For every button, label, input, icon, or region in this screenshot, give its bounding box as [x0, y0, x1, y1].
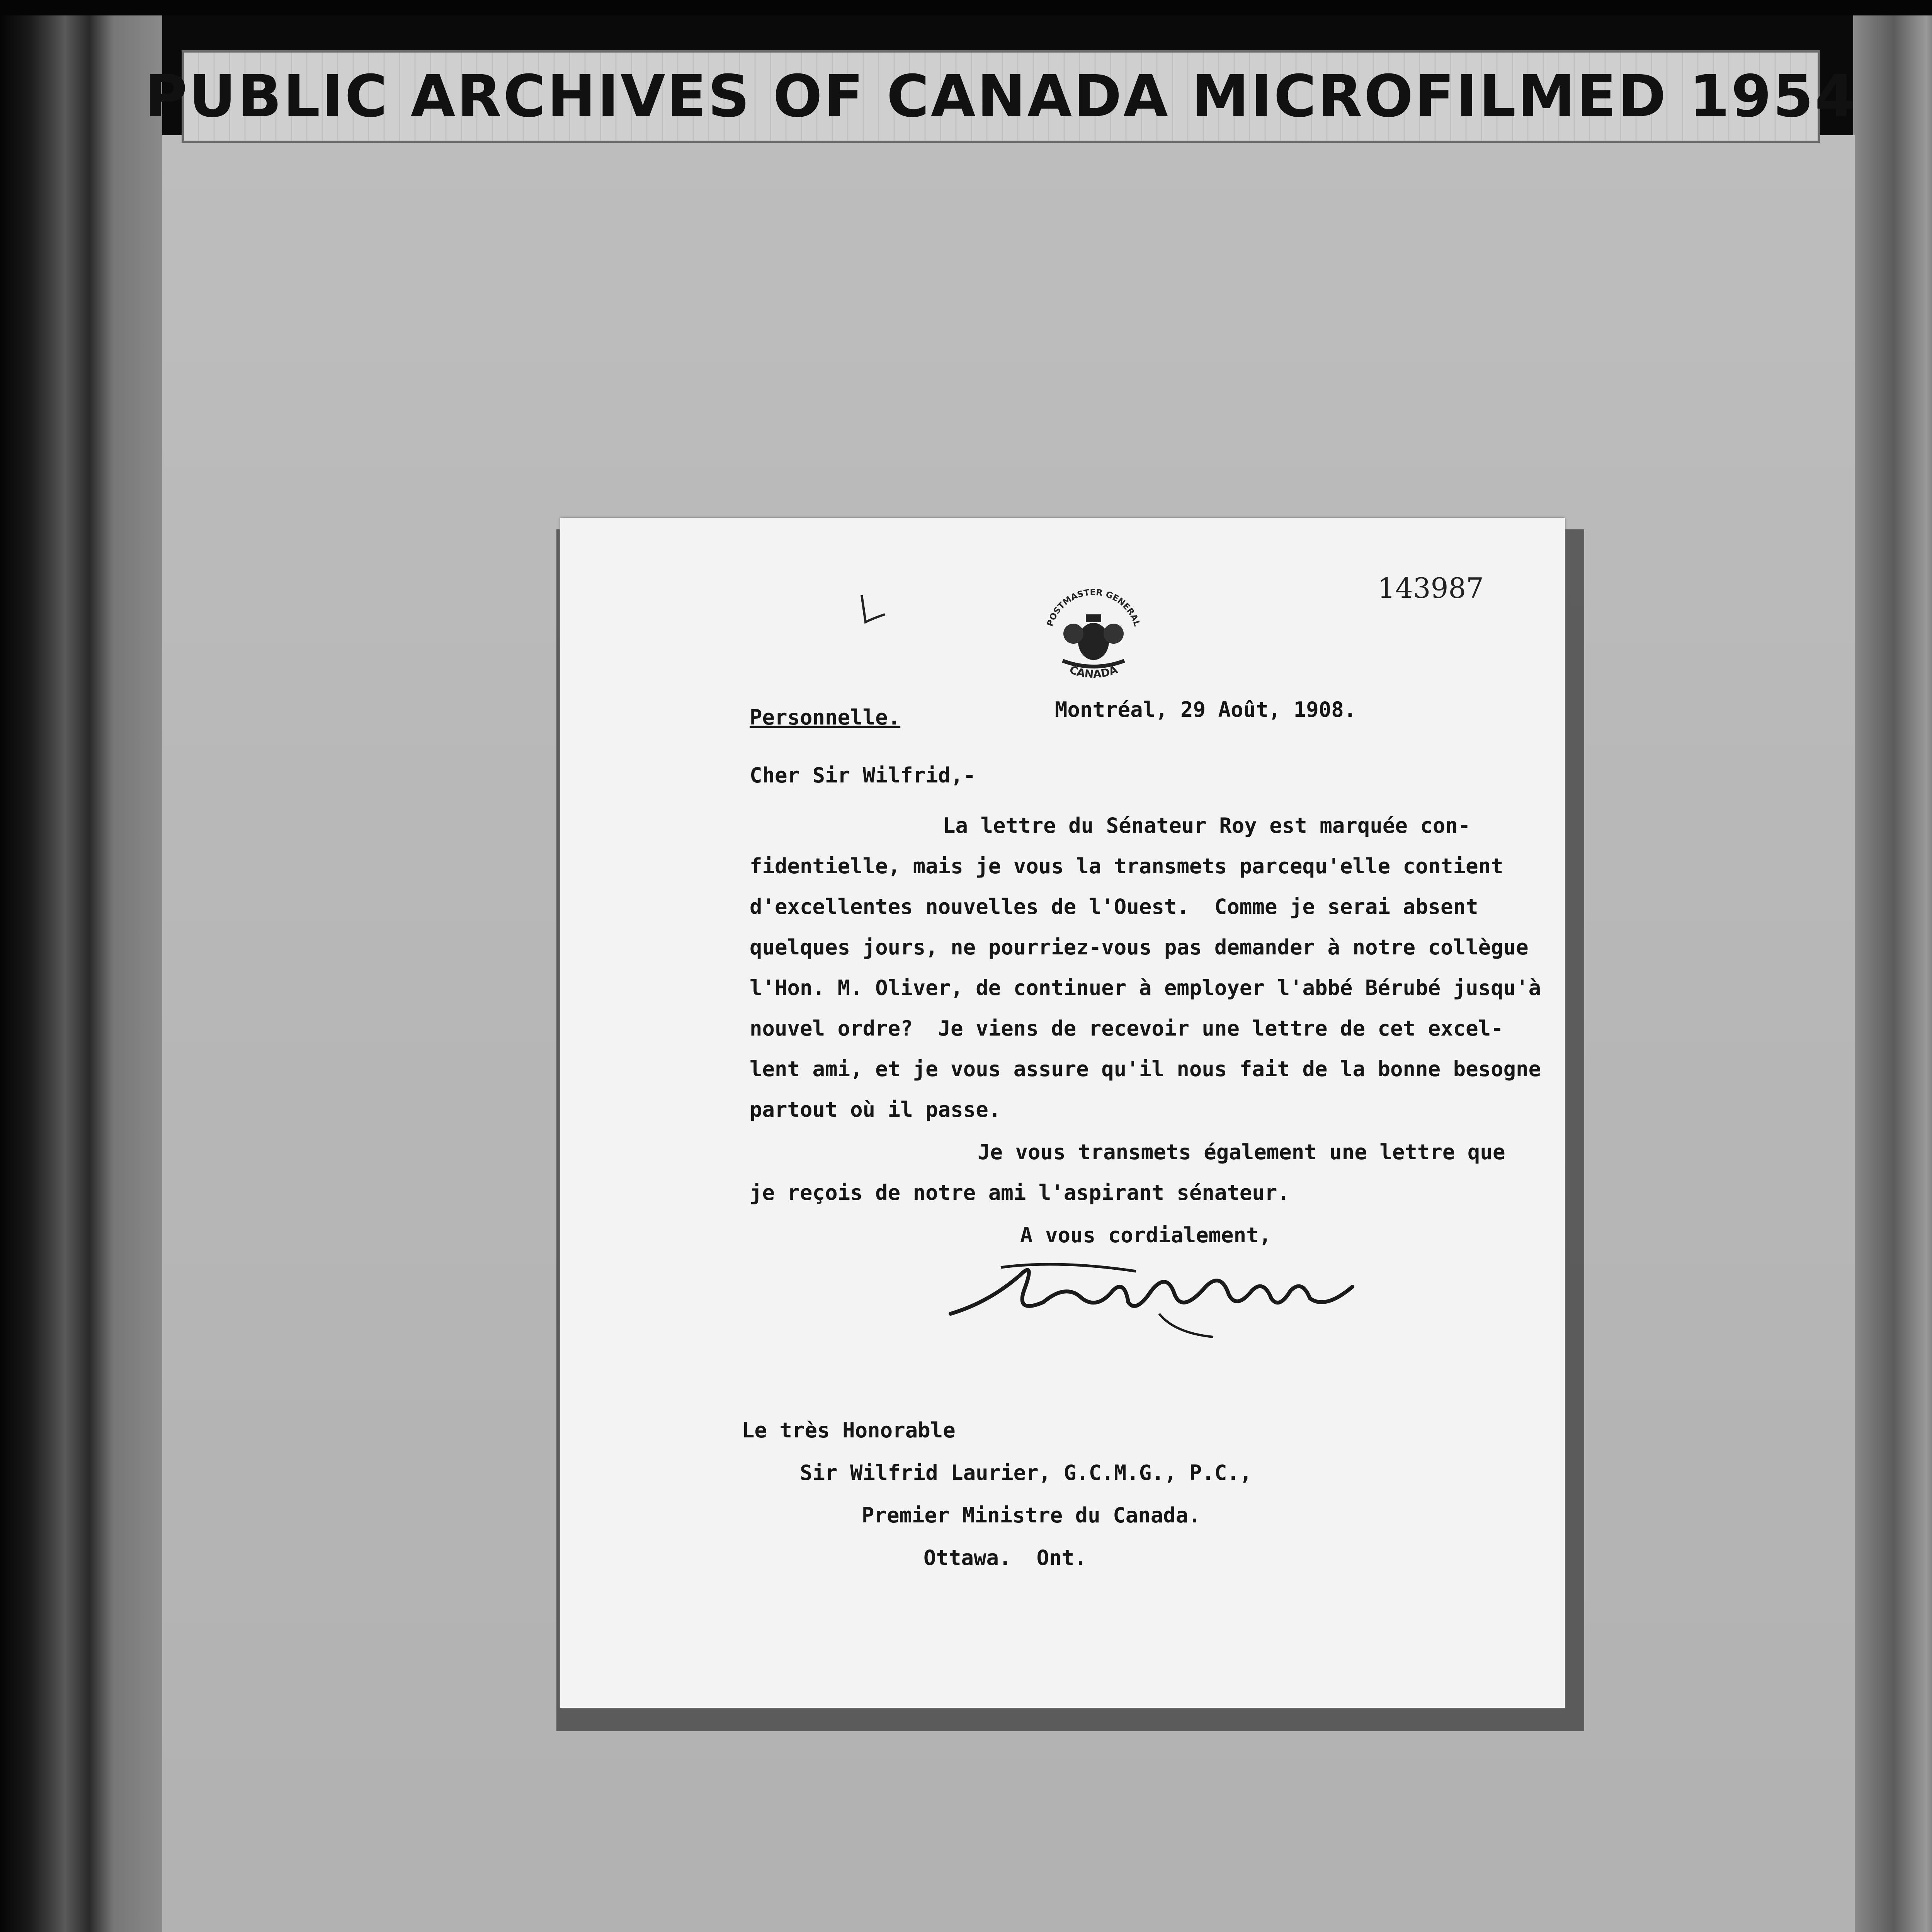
body-line: je reçois de notre ami l'aspirant sénateur. [750, 1180, 1290, 1205]
body-line: La lettre du Sénateur Roy est marquée con- [943, 813, 1471, 838]
document-number: 143987 [1378, 572, 1484, 604]
body-line: fidentielle, mais je vous la transmets parcequ'elle contient [750, 854, 1503, 878]
letter-page [560, 518, 1565, 1708]
addressee-line: Ottawa. Ont. [923, 1546, 1087, 1570]
seal-top-text: POSTMASTER GENERAL [1045, 587, 1142, 628]
handwritten-signature [943, 1244, 1406, 1345]
body-line: d'excellentes nouvelles de l'Ouest. Comme je serai absent [750, 895, 1478, 919]
body-line: nouvel ordre? Je viens de recevoir une lettre de cet excel- [750, 1016, 1503, 1041]
archive-header-title: PUBLIC ARCHIVES OF CANADA MICROFILMED 1954 [145, 63, 1857, 130]
addressee-line: Le très Honorable [742, 1418, 956, 1442]
addressee-line: Sir Wilfrid Laurier, G.C.M.G., P.C., [800, 1461, 1252, 1485]
check-mark-icon [858, 587, 889, 630]
personal-marking: Personnelle. [750, 705, 901, 730]
royal-coat-of-arms-icon [1036, 587, 1151, 688]
film-edge-left [0, 0, 162, 1932]
body-line: quelques jours, ne pourriez-vous pas demander à notre collègue [750, 935, 1529, 959]
seal-bottom-text: CANADA [1068, 663, 1119, 681]
archive-header-strip [145, 50, 1857, 143]
addressee-line: Premier Ministre du Canada. [862, 1503, 1201, 1527]
film-edge-right [1853, 0, 1932, 1932]
salutation: Cher Sir Wilfrid,- [750, 763, 976, 787]
film-edge-top [0, 0, 1932, 15]
body-line: partout où il passe. [750, 1097, 1001, 1122]
body-line: l'Hon. M. Oliver, de continuer à employer l'abbé Bérubé jusqu'à [750, 976, 1541, 1000]
body-line: lent ami, et je vous assure qu'il nous fait de la bonne besogne [750, 1057, 1541, 1081]
body-line: Je vous transmets également une lettre que [978, 1140, 1505, 1164]
dateline: Montréal, 29 Août, 1908. [1055, 697, 1357, 722]
closing: A vous cordialement, [1020, 1223, 1272, 1247]
